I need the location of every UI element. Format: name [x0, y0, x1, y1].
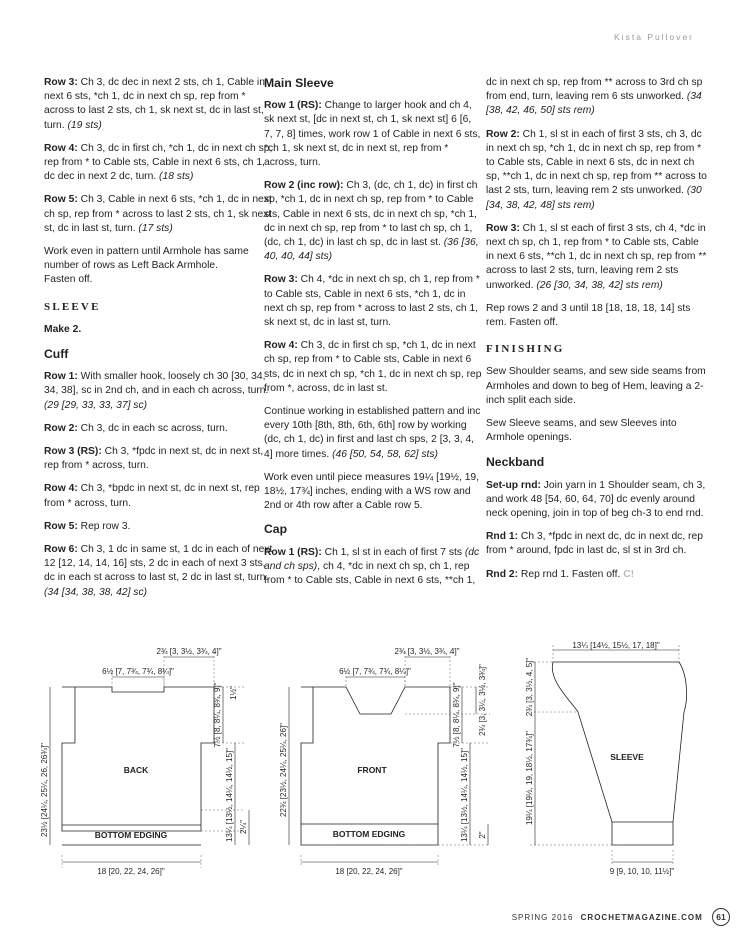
- main-sleeve-row-1: Row 1 (RS): Change to larger hook and ch 4, sk next st, [dc in next st, ch 1, sk next st] 6 [6, 7, 7, 8] times, work row 1 of Cable in next 6 sts, *ch 1, sk next st, dc in next st, rep from * across, turn.: [264, 100, 481, 169]
- cuff-row-5: Row 5: Rep row 3.: [44, 520, 131, 532]
- fasten-off-text: Fasten off.: [44, 274, 93, 286]
- front-edging-label: BOTTOM EDGING: [332, 829, 406, 839]
- front-split: 2": [478, 831, 487, 839]
- sleeve-bottom-width: 9 [9, 10, 10, 11½]": [609, 867, 675, 876]
- work-even-text: Work even in pattern until Armhole has same number of rows as Left Back Armhole.: [44, 246, 249, 272]
- back-bottom-width: 18 [20, 22, 24, 26]": [97, 867, 165, 876]
- main-sleeve-row-3: Row 3: Ch 4, *dc in next ch sp, ch 1, rep from * to Cable sts, Cable in next 6 sts, *ch 1, dc in next ch sp, rep from * across to last 2 sts, ch 1, sk next st, dc in last st, turn.: [264, 274, 480, 329]
- back-top-width: 2¾ [3, 3½, 3¾, 4]": [156, 647, 222, 656]
- sleeve-label: SLEEVE: [610, 752, 644, 762]
- back-neck-width: 6½ [7, 7¾, 7¾, 8¼]": [102, 667, 174, 676]
- sleeve-top-width: 13¼ [14½, 15½, 17, 18]": [572, 641, 660, 650]
- front-neck-depth: 2¾ [3, 3¼, 3½, 3¾]": [478, 664, 487, 736]
- front-total-length: 22¾ [23½, 24¼, 25¼, 26]": [279, 722, 288, 818]
- back-side: 13¼ [13½, 14¼, 14½, 15]": [225, 747, 234, 843]
- finishing-text-2: Sew Sleeve seams, and sew Sleeves into Armhole openings.: [486, 418, 677, 444]
- sleeve-cap-depth: 2¾ [3, 3½, 4, 5]": [525, 657, 534, 717]
- back-armhole: 7½ [8, 8¼, 8¾, 9]": [213, 682, 222, 748]
- footer-site: CROCHETMAGAZINE.COM: [580, 913, 703, 922]
- continue-text: Continue working in established pattern and inc every 10th [8th, 8th, 6th, 6th] row by working (dc, ch 1, dc) in first and last ch sps, 2 [3, 3, 4, 4] more times. (46 [50, 54, 58, 62] sts): [264, 406, 481, 460]
- footer: [512, 908, 730, 926]
- sleeve-length: 19¼ [19½, 19, 18½, 17¾]": [525, 730, 534, 826]
- front-side: 13¼ [13½, 14¼, 14½, 15]": [460, 747, 469, 843]
- back-split: 2¼": [239, 820, 248, 834]
- row-3: Row 3: Ch 3, dc dec in next 2 sts, ch 1, Cable in next 6 sts, *ch 1, dc in next ch sp, rep from * across to last 2 sts, ch 1, sk next st, dc in last st, turn. (19 sts): [44, 77, 265, 131]
- round-1: Rnd 1: Ch 3, *fpdc in next dc, dc in next dc, rep from * around, fpdc in last dc, sl st in 3rd ch.: [486, 531, 703, 557]
- work-even-measure: Work even until piece measures 19¼ [19½, 19, 18½, 17¾] inches, ending with a WS row and 2nd or 4th row after a Cable row 5.: [264, 471, 480, 512]
- front-label: FRONT: [357, 765, 387, 775]
- front-armhole: 7½ [8, 8¼, 8¾, 9]": [452, 682, 461, 748]
- cap-row-1-cont: dc in next ch sp, rep from ** across to 3rd ch sp from end, turn, leaving rem 6 sts unworked. (34 [38, 42, 46, 50] sts rem): [486, 77, 703, 117]
- round-2: Rnd 2: Rep rnd 1. Fasten off. C!: [486, 568, 635, 580]
- sleeve-heading: SLEEVE: [44, 300, 101, 313]
- cuff-row-4: Row 4: Ch 3, *bpdc in next st, dc in next st, rep from * across, turn.: [44, 483, 260, 509]
- cap-row-2: Row 2: Ch 1, sl st in each of first 3 sts, ch 3, dc in next ch sp, *ch 1, dc in next ch sp, rep from * to Cable sts, Cable in next 6 sts, dc in next ch sp, **ch 1, dc in next ch sp, rep from ** across to last 2 sts, turn, leaving rem 2 sts unworked. (30 [34, 38, 42, 48] sts rem): [486, 128, 707, 211]
- back-label: BACK: [123, 765, 149, 775]
- page-number: 61: [712, 908, 730, 926]
- cuff-row-2: Row 2: Ch 3, dc in each sc across, turn.: [44, 422, 228, 434]
- neckband-heading: Neckband: [486, 455, 545, 470]
- finishing-heading: FINISHING: [486, 343, 565, 356]
- main-sleeve-row-2: Row 2 (inc row): Ch 3, (dc, ch 1, dc) in first ch sp, *ch 1, dc in next ch sp, rep from * to Cable sts, Cable in next 6 sts, dc in next ch sp, *ch 1, dc in next ch sp, rep from * to last ch sp, ch 1, (dc, ch 1, dc) in last ch sp, dc in last st. (36 [36, 40, 40, 44] sts): [264, 180, 479, 263]
- cuff-row-1: Row 1: With smaller hook, loosely ch 30 [30, 34, 34, 38], sc in 2nd ch, and in each ch across, turn. (29 [29, 33, 33, 37] sc): [44, 371, 269, 411]
- setup-round: Set-up rnd: Join yarn in 1 Shoulder seam, ch 3, and work 48 [54, 60, 64, 70] dc evenly around neck opening, join in top of beg ch-3 to end rnd.: [486, 479, 706, 520]
- running-title: Kista Pullover: [614, 32, 694, 42]
- back-edging-label: BOTTOM EDGING: [94, 830, 168, 840]
- front-bottom-width: 18 [20, 22, 24, 26]": [335, 867, 403, 876]
- cuff-row-3: Row 3 (RS): Ch 3, *fpdc in next st, dc in next st, rep from * across, turn.: [44, 446, 264, 472]
- front-top-width: 2¾ [3, 3½, 3¾, 4]": [394, 647, 460, 656]
- row-5: Row 5: Ch 3, Cable in next 6 sts, *ch 1, dc in next ch sp, rep from * across to last 2 sts, ch 1, sk next st, dc in last st, turn. (17 sts): [44, 194, 272, 234]
- end-mark-icon: C!: [623, 568, 635, 580]
- main-sleeve-heading: Main Sleeve: [264, 76, 334, 90]
- front-neck-width: 6½ [7, 7¾, 7¾, 8¼]": [339, 667, 411, 676]
- cuff-row-6: Row 6: Ch 3, 1 dc in same st, 1 dc in each of next 12 [12, 14, 14, 16] sts, 2 dc in each of next 3 sts, dc in each st across to last st, 2 dc in last st, turn. (34 [34, 38, 38, 42] sc): [44, 544, 273, 598]
- footer-season: SPRING 2016: [511, 913, 574, 922]
- cap-row-3: Row 3: Ch 1, sl st each of first 3 sts, ch 4, *dc in next ch sp, ch 1, rep from * to Cable sts, Cable in next 6 sts, **ch 1, dc in next ch sp, rep from ** across to last 2 sts, turn, leaving rem 2 sts unworked. (26 [30, 34, 38, 42] sts rem): [486, 222, 707, 291]
- rep-rows-text: Rep rows 2 and 3 until 18 [18, 18, 18, 14] sts rem. Fasten off.: [486, 302, 691, 329]
- cap-heading: Cap: [264, 522, 288, 537]
- back-shoulder-drop: 1½": [229, 686, 238, 700]
- cap-row-1: Row 1 (RS): Ch 1, sl st in each of first 7 sts (dc and ch sps), ch 4, *dc in next ch sp, ch 1, rep from * to Cable sts, Cable in next 6 sts, **ch 1,: [264, 546, 480, 587]
- back-total-length: 23½ [24¼, 25¼, 26, 26¾]": [40, 742, 49, 838]
- finishing-text-1: Sew Shoulder seams, and sew side seams from Armholes and down to beg of Hem, leaving a 2-inch split each side.: [486, 366, 706, 406]
- row-4: Row 4: Ch 3, dc in first ch, *ch 1, dc in next ch sp, rep from * to Cable sts, Cable in next 6 sts, ch 1, dc dec in next 2 dc, turn. (18 sts): [44, 142, 273, 183]
- cuff-heading: Cuff: [44, 347, 69, 362]
- make-2-text: Make 2.: [44, 323, 82, 335]
- back-outline: [62, 687, 214, 831]
- main-sleeve-row-4: Row 4: Ch 3, dc in first ch sp, *ch 1, dc in next ch sp, rep from * to Cable sts, Cable in next 6 sts, dc in next ch sp, *ch 1, dc in next ch sp, rep from *, across, dc in last st.: [264, 340, 482, 394]
